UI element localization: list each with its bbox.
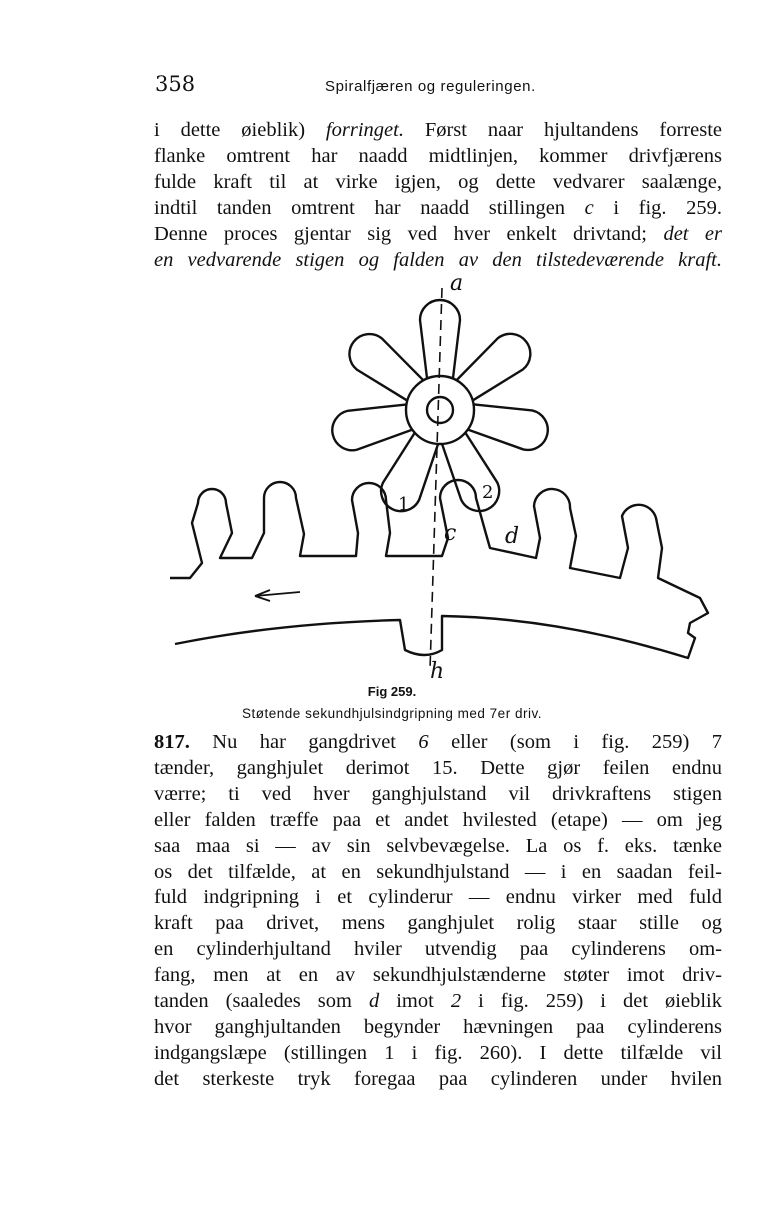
label-2: 2	[482, 482, 494, 503]
label-c: c	[444, 521, 457, 546]
page-header	[155, 72, 721, 102]
wheel-outline	[170, 480, 708, 658]
text-line: saa maa si — av sin selvbevægelse. La os f. eks. tænke	[154, 834, 722, 857]
figure-caption: Støtende sekundhjulsindgripning med 7er driv.	[242, 706, 542, 721]
text-line: os det tilfælde, at en sekundhjulstand — i en saadan feil-	[154, 860, 722, 883]
text-line: indgangslæpe (stillingen 1 i fig. 260). I dette tilfælde vil	[154, 1041, 722, 1064]
text-line: en cylinderhjultand hviler utvendig paa cylinderens om-	[154, 938, 722, 961]
text-line: eller falden træffe paa et andet hvilested (etape) — om jeg	[154, 808, 722, 831]
page-number: 358	[155, 72, 196, 96]
running-head: Spiralfjæren og reguleringen.	[325, 78, 536, 95]
text-line: værre; ti ved hver ganghjulstand vil drivkraftens stigen	[154, 782, 722, 805]
label-d: d	[505, 524, 520, 549]
center-line	[430, 288, 442, 670]
text-line: indtil tanden omtrent har naadd stillingen c i fig. 259.	[154, 196, 722, 219]
figure-number: Fig 259.	[367, 684, 417, 699]
paragraph-817	[154, 730, 722, 1093]
text-line: det sterkeste tryk foregaa paa cylinderen under hvilen	[154, 1067, 722, 1090]
text-line: 817. Nu har gangdrivet 6 eller (som i fig. 259) 7	[154, 731, 722, 753]
label-h: h	[430, 659, 445, 684]
paragraph-continued	[154, 118, 722, 273]
text-line: fulde kraft til at virke igjen, og dette vedvarer saalænge,	[154, 170, 722, 193]
text-line: hvor ganghjultanden begynder hævningen paa cylinderens	[154, 1015, 722, 1038]
text-line: tænder, ganghjulet derimot 15. Dette gjør feilen endnu	[154, 756, 722, 779]
text-line: tanden (saaledes som d imot 2 i fig. 259) i det øieblik	[154, 990, 722, 1013]
text-line: en vedvarende stigen og falden av den tilstedeværende kraft.	[154, 248, 722, 271]
text-line: fuld indgripning i et cylinderur — endnu virker med fuld	[154, 886, 722, 909]
pinion-leaf	[328, 398, 413, 455]
section-number: 817.	[154, 731, 190, 753]
text-line: fang, men at en av sekundhjulstænderne støter imot driv-	[154, 964, 722, 987]
pinion-leaf	[467, 398, 552, 454]
pinion-arbor	[427, 397, 453, 423]
text-line: i dette øieblik) forringet. Først naar hjultandens forreste	[154, 119, 722, 141]
text-line: flanke omtrent har naadd midtlinjen, kommer drivfjærens	[154, 144, 722, 167]
gear-meshing-diagram	[160, 271, 720, 684]
label-a: a	[450, 271, 464, 296]
text-line: kraft paa drivet, mens ganghjulet rolig staar stille og	[154, 912, 722, 935]
label-1: 1	[398, 494, 410, 515]
text-line: Denne proces gjentar sig ved hver enkelt drivtand; det er	[154, 222, 723, 245]
